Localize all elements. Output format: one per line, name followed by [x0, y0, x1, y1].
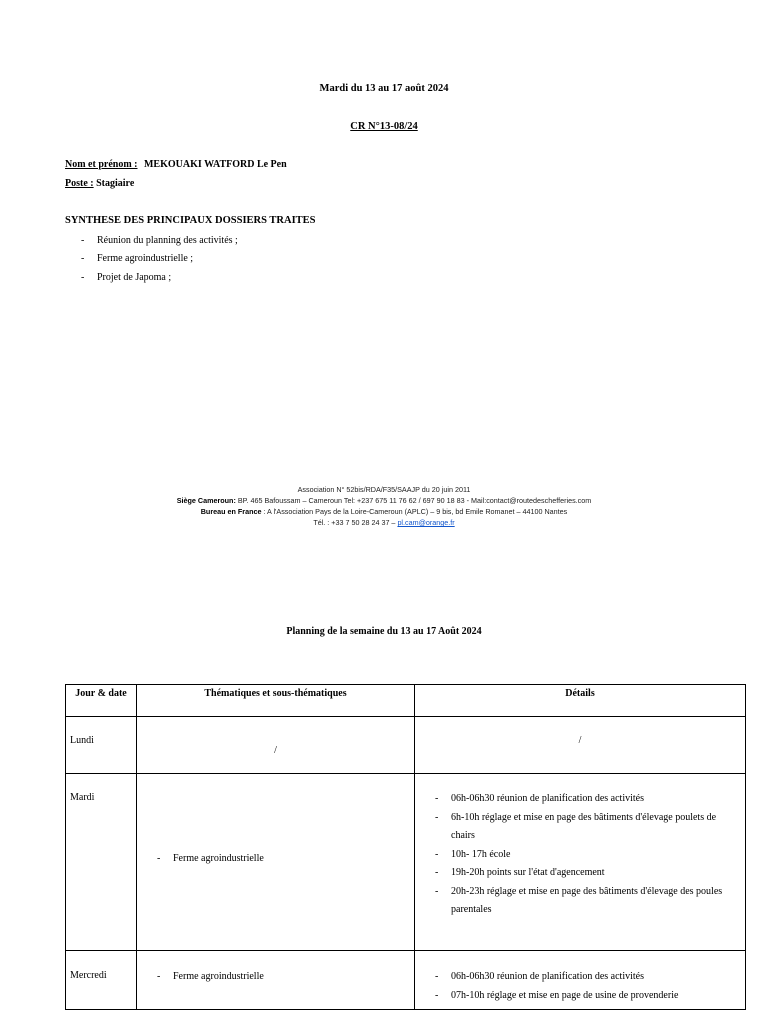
details-cell: /	[578, 735, 582, 746]
col-header-details: Détails	[415, 685, 746, 717]
list-item: - 06h-06h30 réunion de planification des activités	[435, 793, 645, 804]
col-header-theme: Thématiques et sous-thématiques	[137, 685, 415, 717]
day-cell: Lundi	[70, 735, 94, 746]
details-cell	[435, 790, 739, 920]
name-line	[65, 159, 287, 170]
theme-cell: - Ferme agroindustrielle	[157, 853, 264, 864]
table-header-row	[66, 685, 746, 717]
planning-table	[65, 684, 746, 1010]
footer-bureau: Bureau en France : A l'Association Pays de la Loire-Cameroun (APLC) – 9 bis, bd Emile Romanet – 44100 Nantes	[200, 507, 568, 516]
details-cell	[435, 968, 739, 1005]
list-item: - 20h-23h réglage et mise en page des bâtiments d'élevage des poules parentales	[435, 885, 723, 915]
footer-phone: Tél. : +33 7 50 28 24 37 – pl.cam@orange.fr	[313, 518, 455, 527]
day-cell: Mardi	[70, 792, 95, 803]
footer-siege: Siège Cameroun: BP. 465 Bafoussam – Cameroun Tel: +237 675 11 76 62 / 697 90 18 83 - Mail:contact@routedeschefferies.com	[176, 496, 592, 505]
table-row	[66, 951, 746, 1010]
theme-cell: - Ferme agroindustrielle	[157, 971, 264, 982]
table-row	[66, 717, 746, 774]
list-item: - 19h-20h points sur l'état d'agencement	[435, 867, 605, 878]
footer-block	[0, 484, 768, 528]
list-item: - 07h-10h réglage et mise en page de usine de provenderie	[435, 989, 679, 1001]
col-header-day: Jour & date	[66, 685, 137, 717]
post-label: Poste :	[65, 178, 94, 189]
post-value: Stagiaire	[96, 178, 135, 189]
synthesis-heading: SYNTHESE DES PRINCIPAUX DOSSIERS TRAITES	[65, 215, 316, 226]
cr-number: CR N°13-08/24	[350, 121, 418, 132]
footer-association: Association N° 52bis/RDA/F35/SAAJP du 20 juin 2011	[297, 485, 471, 494]
post-line	[65, 178, 134, 189]
planning-title: Planning de la semaine du 13 au 17 Août 2024	[286, 626, 482, 637]
theme-cell: /	[274, 745, 277, 756]
date-line: Mardi du 13 au 17 août 2024	[319, 83, 449, 94]
table-row	[66, 774, 746, 951]
name-label: Nom et prénom :	[65, 159, 138, 170]
list-item: - 10h- 17h école	[435, 848, 511, 860]
name-value: MEKOUAKI WATFORD Le Pen	[143, 159, 287, 170]
email-link[interactable]: pl.cam@orange.fr	[397, 518, 455, 527]
list-item: - 06h-06h30 réunion de planification des activités	[435, 971, 645, 982]
list-item: - 6h-10h réglage et mise en page des bâtiments d'élevage poulets de chairs	[435, 811, 717, 841]
day-cell: Mercredi	[70, 970, 107, 981]
